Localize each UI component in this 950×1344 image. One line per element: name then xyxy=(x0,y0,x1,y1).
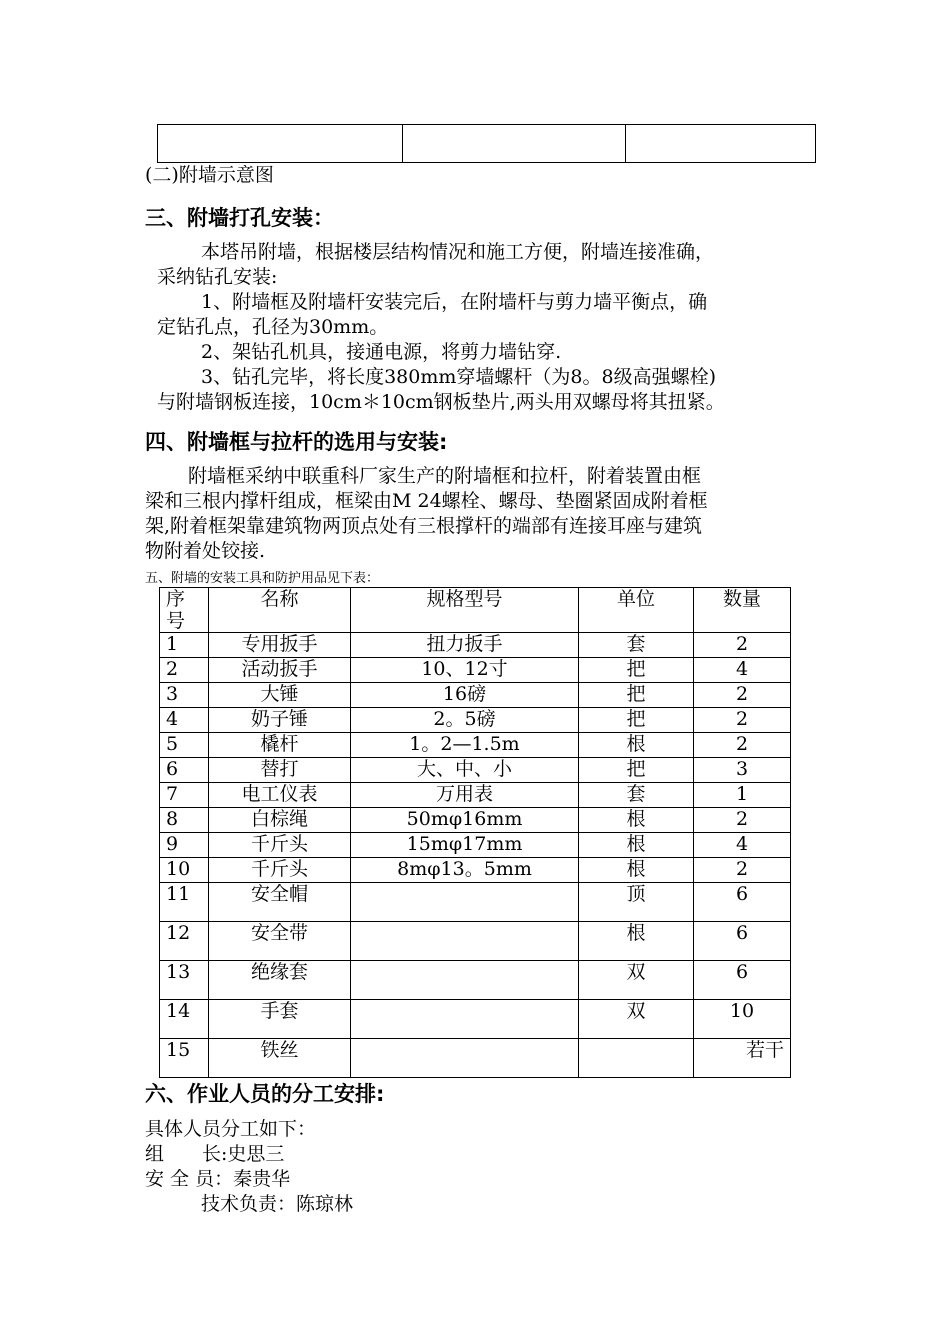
table-row xyxy=(160,783,791,808)
section5-intro: 五、附墙的安装工具和防护用品见下表： xyxy=(145,571,380,586)
header-quantity: 数量 xyxy=(694,588,791,633)
row-quantity: 2 xyxy=(694,733,791,758)
section6-intro: 具体人员分工如下： xyxy=(145,1118,317,1140)
row-quantity: 6 xyxy=(694,922,791,961)
tools-table-header-row xyxy=(160,588,791,633)
table-cell xyxy=(158,125,403,163)
section3-para1-line1: 本塔吊附墙，根据楼层结构情况和施工方便，附墙连接准确， xyxy=(201,241,715,263)
row-spec: 2。5磅 xyxy=(351,708,579,733)
row-index: 12 xyxy=(160,922,209,961)
row-unit: 根 xyxy=(579,733,694,758)
row-name: 白棕绳 xyxy=(209,808,351,833)
row-name: 大锤 xyxy=(209,683,351,708)
row-name: 专用扳手 xyxy=(209,633,351,658)
row-name: 千斤头 xyxy=(209,858,351,883)
row-quantity: 1 xyxy=(694,783,791,808)
row-index: 7 xyxy=(160,783,209,808)
table-row xyxy=(160,922,791,961)
table-row xyxy=(160,658,791,683)
empty-top-table xyxy=(157,124,816,163)
row-unit: 套 xyxy=(579,783,694,808)
table-row xyxy=(160,683,791,708)
section6-heading: 六、作业人员的分工安排: xyxy=(145,1082,385,1106)
row-quantity: 2 xyxy=(694,683,791,708)
row-unit: 把 xyxy=(579,708,694,733)
row-index: 4 xyxy=(160,708,209,733)
row-name: 活动扳手 xyxy=(209,658,351,683)
row-quantity: 2 xyxy=(694,633,791,658)
row-index: 3 xyxy=(160,683,209,708)
header-index: 序号 xyxy=(160,588,209,633)
row-name: 绝缘套 xyxy=(209,961,351,1000)
header-unit: 单位 xyxy=(579,588,694,633)
row-spec xyxy=(351,922,579,961)
row-quantity: 3 xyxy=(694,758,791,783)
section3-heading: 三、附墙打孔安装： xyxy=(145,206,334,230)
row-unit: 双 xyxy=(579,1000,694,1039)
tools-table xyxy=(159,587,791,1078)
section3-step3-line2: 与附墙钢板连接，10cm＊10cm钢板垫片,两头用双螺母将其扭紧。 xyxy=(157,391,725,413)
row-index: 1 xyxy=(160,633,209,658)
row-quantity: 6 xyxy=(694,961,791,1000)
table-row xyxy=(160,1000,791,1039)
section3-para1-line2: 采纳钻孔安装: xyxy=(157,266,278,288)
row-quantity: 若干 xyxy=(694,1039,791,1078)
row-quantity: 2 xyxy=(694,858,791,883)
table-row xyxy=(160,858,791,883)
safety-officer: 安 全 员：秦贵华 xyxy=(145,1168,291,1190)
row-spec: 10、12寸 xyxy=(351,658,579,683)
row-index: 10 xyxy=(160,858,209,883)
row-index: 6 xyxy=(160,758,209,783)
row-index: 5 xyxy=(160,733,209,758)
row-spec xyxy=(351,1000,579,1039)
row-spec xyxy=(351,883,579,922)
section4-heading: 四、附墙框与拉杆的选用与安装: xyxy=(145,430,448,454)
row-spec xyxy=(351,1039,579,1078)
table-cell xyxy=(626,125,816,163)
row-spec: 扭力扳手 xyxy=(351,633,579,658)
row-index: 8 xyxy=(160,808,209,833)
row-index: 13 xyxy=(160,961,209,1000)
row-spec: 50mφ16mm xyxy=(351,808,579,833)
section3-step2: 2、架钻孔机具，接通电源，将剪力墙钻穿. xyxy=(201,341,562,363)
row-unit: 根 xyxy=(579,858,694,883)
section3-step3-line1: 3、钻孔完毕，将长度380mm穿墙螺杆（为8。8级高强螺栓) xyxy=(201,366,716,388)
row-name: 奶子锤 xyxy=(209,708,351,733)
row-unit: 把 xyxy=(579,758,694,783)
row-quantity: 2 xyxy=(694,808,791,833)
row-name: 千斤头 xyxy=(209,833,351,858)
row-quantity: 6 xyxy=(694,883,791,922)
diagram-caption: (二)附墙示意图 xyxy=(145,164,274,186)
row-unit: 根 xyxy=(579,833,694,858)
row-spec: 大、中、小 xyxy=(351,758,579,783)
row-spec: 16磅 xyxy=(351,683,579,708)
row-name: 电工仪表 xyxy=(209,783,351,808)
technical-lead: 技术负责：陈琼林 xyxy=(201,1193,354,1215)
row-unit: 把 xyxy=(579,658,694,683)
row-unit: 顶 xyxy=(579,883,694,922)
row-quantity: 4 xyxy=(694,658,791,683)
row-quantity: 2 xyxy=(694,708,791,733)
row-unit: 根 xyxy=(579,808,694,833)
row-name: 铁丝 xyxy=(209,1039,351,1078)
row-unit: 把 xyxy=(579,683,694,708)
section4-line4: 物附着处铰接. xyxy=(145,540,266,562)
row-quantity: 10 xyxy=(694,1000,791,1039)
row-spec: 15mφ17mm xyxy=(351,833,579,858)
row-name: 手套 xyxy=(209,1000,351,1039)
table-row xyxy=(160,1039,791,1078)
row-name: 安全帽 xyxy=(209,883,351,922)
row-index: 2 xyxy=(160,658,209,683)
table-row xyxy=(160,758,791,783)
header-name: 名称 xyxy=(209,588,351,633)
row-quantity: 4 xyxy=(694,833,791,858)
row-name: 橇杆 xyxy=(209,733,351,758)
row-index: 9 xyxy=(160,833,209,858)
section4-line1: 附墙框采纳中联重科厂家生产的附墙框和拉杆，附着装置由框 xyxy=(188,465,702,487)
row-name: 安全带 xyxy=(209,922,351,961)
section3-step1-line1: 1、附墙框及附墙杆安装完后，在附墙杆与剪力墙平衡点，确 xyxy=(201,291,708,313)
section4-line3: 架,附着框架靠建筑物两顶点处有三根撑杆的端部有连接耳座与建筑 xyxy=(145,515,703,537)
row-index: 11 xyxy=(160,883,209,922)
row-spec: 1。2—1.5m xyxy=(351,733,579,758)
section4-line2: 梁和三根内撑杆组成，框梁由M 24螺栓、螺母、垫圈紧固成附着框 xyxy=(145,490,708,512)
table-row xyxy=(160,708,791,733)
row-unit xyxy=(579,1039,694,1078)
row-spec: 万用表 xyxy=(351,783,579,808)
row-index: 14 xyxy=(160,1000,209,1039)
team-leader: 组 长:史思三 xyxy=(145,1143,285,1165)
section3-step1-line2: 定钻孔点，孔径为30mm。 xyxy=(157,316,389,338)
row-unit: 根 xyxy=(579,922,694,961)
row-unit: 双 xyxy=(579,961,694,1000)
row-spec xyxy=(351,961,579,1000)
row-name: 替打 xyxy=(209,758,351,783)
header-spec: 规格型号 xyxy=(351,588,579,633)
row-index: 15 xyxy=(160,1039,209,1078)
table-cell xyxy=(403,125,626,163)
row-spec: 8mφ13。5mm xyxy=(351,858,579,883)
table-row xyxy=(160,961,791,1000)
row-unit: 套 xyxy=(579,633,694,658)
table-row xyxy=(160,833,791,858)
table-row xyxy=(160,633,791,658)
table-row xyxy=(160,808,791,833)
table-row xyxy=(160,733,791,758)
table-row xyxy=(160,883,791,922)
